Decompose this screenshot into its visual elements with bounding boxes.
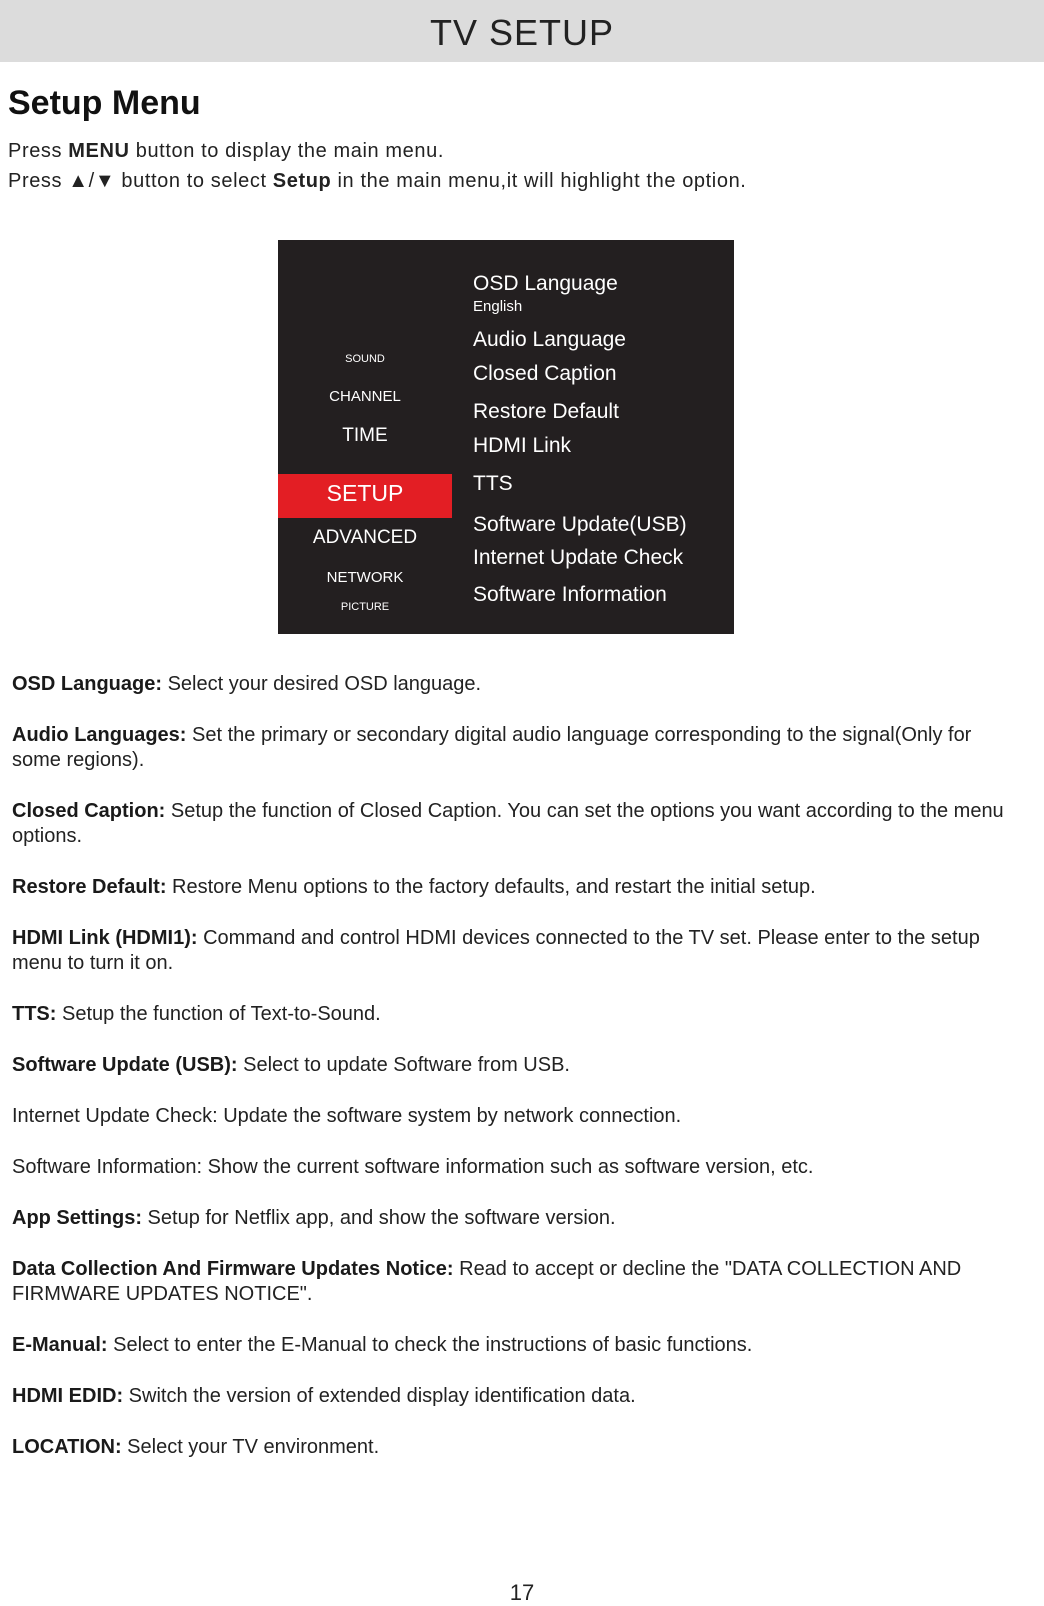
page-number: 17 [509,1580,535,1605]
menu-option-software-update-usb[interactable]: Software Update(USB) [473,513,687,536]
menu-category-sound[interactable]: SOUND [345,353,385,365]
section-title: Setup Menu [8,84,201,122]
desc-term: Audio Languages: [12,724,187,746]
desc-software-update-usb [12,1053,1022,1078]
desc-data-collection-notice [12,1257,1022,1307]
menu-button-name: MENU [68,140,130,162]
menu-option-restore-default[interactable]: Restore Default [473,400,619,423]
desc-text: Select your TV environment. [121,1436,380,1458]
desc-term: Software Update (USB): [12,1054,238,1076]
intro-line-2-post: in the main menu,it will highlight the option. [331,170,747,192]
menu-option-software-information[interactable]: Software Information [473,583,667,606]
menu-category-picture[interactable]: PICTURE [340,601,390,613]
menu-option-closed-caption[interactable]: Closed Caption [473,362,617,385]
menu-category-advanced[interactable]: ADVANCED [312,527,418,548]
menu-category-time[interactable]: TIME [342,425,388,446]
page-header-title: TV SETUP [429,12,615,53]
menu-option-osd-language[interactable]: OSD Language [473,272,618,295]
desc-term: OSD Language: [12,673,163,695]
desc-term: TTS: [12,1003,57,1025]
menu-option-audio-language[interactable]: Audio Language [473,328,626,351]
desc-hdmi-link [12,926,1022,976]
desc-term: Restore Default: [12,876,167,898]
menu-category-network[interactable]: NETWORK [326,569,404,586]
desc-text: Setup for Netflix app, and show the software version. [142,1207,616,1229]
intro-line-1-post: button to display the main menu. [129,140,444,162]
desc-term: E-Manual: [12,1334,108,1356]
desc-text: Setup the function of Text-to-Sound. [56,1003,381,1025]
menu-option-internet-update-check[interactable]: Internet Update Check [473,546,684,569]
setup-option-name: Setup [272,170,332,192]
desc-software-information [12,1155,1022,1180]
menu-category-channel[interactable]: CHANNEL [329,388,401,405]
desc-e-manual [12,1333,1022,1358]
desc-location [12,1435,1022,1460]
desc-tts [12,1002,1022,1027]
header-bar [0,0,1044,62]
desc-closed-caption [12,799,1022,849]
desc-restore-default [12,875,1022,900]
intro-line-1 [8,140,444,163]
desc-term: Closed Caption: [12,800,166,822]
desc-text: Restore Menu options to the factory defaults, and restart the initial setup. [166,876,816,898]
desc-osd-language [12,672,1022,697]
desc-text: Command and control HDMI devices connected to the TV set. Please enter to the setup menu to turn it on. [12,927,980,974]
desc-text: Select to enter the E-Manual to check the instructions of basic functions. [107,1334,753,1356]
desc-text: Software Information: Show the current software information such as software version, etc. [12,1156,814,1178]
menu-category-setup[interactable]: SETUP [326,480,404,506]
desc-text: Switch the version of extended display identification data. [123,1385,636,1407]
desc-text: Internet Update Check: Update the software system by network connection. [12,1105,682,1127]
desc-text: Set the primary or secondary digital audio language corresponding to the signal(Only for some regions). [12,724,972,771]
desc-term: HDMI Link (HDMI1): [12,927,198,949]
desc-term: LOCATION: [12,1436,122,1458]
desc-text: Select to update Software from USB. [237,1054,570,1076]
tv-setup-menu-screenshot [278,240,734,634]
desc-audio-languages [12,723,1022,773]
intro-line-2 [8,170,746,193]
menu-option-osd-language-value: English [473,298,523,315]
desc-text: Setup the function of Closed Caption. You can set the options you want according to the menu options. [12,800,1004,847]
menu-option-hdmi-link[interactable]: HDMI Link [473,434,572,457]
desc-app-settings [12,1206,1022,1231]
intro-line-2-pre: Press ▲/▼ button to select [8,170,273,192]
desc-internet-update-check [12,1104,1022,1129]
desc-term: App Settings: [12,1207,142,1229]
desc-text: Select your desired OSD language. [162,673,482,695]
desc-term: HDMI EDID: [12,1385,124,1407]
desc-hdmi-edid [12,1384,1022,1409]
menu-option-tts[interactable]: TTS [473,472,513,495]
desc-text: Read to accept or decline the "DATA COLLECTION AND FIRMWARE UPDATES NOTICE". [12,1258,962,1305]
desc-term: Data Collection And Firmware Updates Notice: [12,1258,454,1280]
intro-line-1-pre: Press [8,140,69,162]
